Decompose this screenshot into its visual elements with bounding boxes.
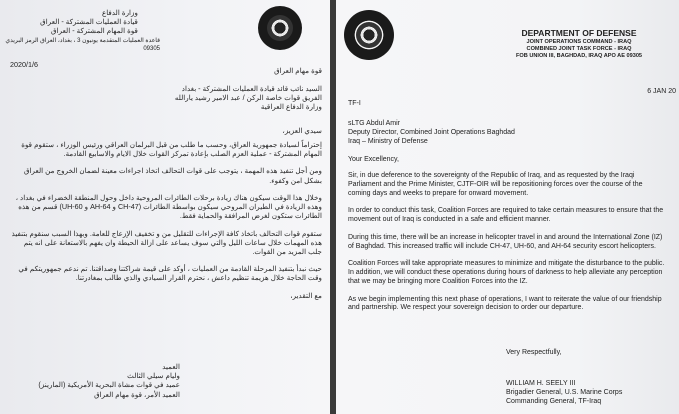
dod-seal-icon: [344, 10, 394, 60]
department-title: DEPARTMENT OF DEFENSE: [521, 28, 637, 38]
arabic-header-line: قيادة العمليات المشتركة - العراق: [40, 17, 138, 27]
arabic-signature-title: عميد في قوات مشاة البحرية الأمريكية (المارينز): [38, 380, 180, 390]
arabic-closing: مع التقدير،: [290, 290, 322, 300]
arabic-paragraph: إحتراماً لسيادة جمهورية العراق، وحسب ما طلب من قبل البرلمان العراقي ورئيس الوزراء ، ستقوم قوة المهام المشتركة - عملية العزم الصلب بإعادة تمركز القوات خلال الايام والاسابيع القادمة.: [21, 140, 322, 159]
english-closing: Very Respectfully,: [506, 349, 562, 356]
arabic-paragraph: ستقوم قوات التحالف باتخاذ كافة الإجراءات للتقليل من و تخفيف الإزعاج للعامة. وبهذا السبب سنقوم بتنفيذ هذه المهمات خلال ساعات الليل والتي سوف يساعد على ازالة الحيطة وان يفهم بالاستعانة على انه يتم جلب المزيد من القوات.: [11, 228, 322, 256]
arabic-header-address: قاعدة العمليات المتقدمة يونيون 3 ، بغداد، العراق الرمز البريدي 09305: [5, 38, 160, 52]
arabic-recipient-line: السيد نائب قائد قيادة العمليات المشتركة - بغداد: [181, 84, 322, 93]
arabic-paragraph: وخلال هذا الوقت سيكون هناك زيادة برحلات الطائرات المروحية داخل وحول المنطقة الخضراء في بغداد ، وهذه الزيادة في الطيران المروحي سيكون بواسطة الطائرات (CH-47 و AH-64 و UH-60) قسم من هذه الطائرات ستكون لغرض المرافقة والحماية فقط.: [15, 192, 322, 221]
arabic-signature-name: وليام سيلي الثالث: [127, 371, 180, 381]
english-paragraph: During this time, there will be an increase in helicopter travel in and around the International Zone (IZ) of Baghdad. This increased traffic will include CH-47, UH-60, and AH-64 security escort helicopters.: [348, 233, 663, 250]
office-code: TF-I: [348, 100, 361, 107]
english-letter-date: 6 JAN 20: [647, 88, 676, 95]
arabic-recipient-block: [42, 84, 322, 112]
english-salutation: Your Excellency,: [348, 156, 399, 163]
english-recipient-line: Deputy Director, Combined Joint Operations Baghdad: [348, 128, 515, 136]
english-recipient-line: Iraq – Ministry of Defense: [348, 137, 428, 145]
english-letterhead: [486, 28, 672, 60]
arabic-letter-page: [0, 0, 330, 414]
arabic-recipient-line: وزارة الدفاع العراقية: [260, 102, 322, 112]
english-recipient-block: [348, 120, 648, 146]
english-paragraph: Coalition Forces will take appropriate measures to minimize and mitigate the disturbance to the public. In addition, we will conduct these operations during hours of darkness to help alleviate any perception that we may be bringing more Coalition Forces into the IZ.: [348, 260, 665, 285]
english-signature-title: Brigadier General, U.S. Marine Corps: [506, 388, 623, 396]
english-paragraph: Sir, in due deference to the sovereignty of the Republic of Iraq, and as requested by the Iraqi Parliament and the Prime Minister, CJTF-OIR will be repositioning forces over the course of the coming days and weeks to prepare for onward movement.: [348, 172, 643, 197]
arabic-recipient-line: الفريق قوات خاصة الركن / عبد الامير رشيد يارالله: [174, 93, 322, 103]
english-paragraph: As we begin implementing this next phase of operations, I want to reiterate the value of our friendship and partnership. We respect your sovereign decision to order our departure.: [348, 295, 662, 312]
arabic-paragraph: حيث نبدأ بتنفيذ المرحلة القادمة من العمليات ، أوكد على قيمة شراكتنا وصداقتنا. تم ندعم جمهوريتكم في وقت الحاجة خلال هزيمة تنظيم داعش ، نحترم القرار السيادي والذي طالب بمغادرتنا.: [18, 264, 322, 283]
english-signature-name: WILLIAM H. SEELY III: [506, 380, 576, 387]
english-signature-block: [506, 380, 676, 406]
dod-seal-icon: [258, 6, 302, 50]
arabic-salutation: سيدي العزيز،: [282, 126, 322, 135]
arabic-letterhead: [8, 8, 138, 36]
arabic-header-line: وزارة الدفاع: [101, 8, 138, 17]
arabic-signature-rank: العميد: [162, 362, 180, 371]
english-header-line: COMBINED JOINT TASK FORCE - IRAQ: [526, 45, 632, 52]
english-paragraph: In order to conduct this task, Coalition Forces are required to take certain measures to ensure that the movement out of Iraq is conducted in a safe and efficient manner.: [348, 207, 664, 223]
arabic-signature-block: [10, 362, 180, 399]
english-signature-title: Commanding General, TF-Iraq: [506, 397, 602, 405]
arabic-header-line: قوة المهام المشتركة - العراق: [51, 26, 138, 36]
arabic-body: [10, 140, 322, 308]
arabic-unit-name: قوة مهام العراق: [274, 66, 322, 75]
english-recipient-line: sLTG Abdul Amir: [348, 120, 401, 127]
arabic-paragraph: ومن أجل تنفيذ هذه المهمة ، يتوجب على قوات التحالف اتخاذ اجراءات معينة لضمان الخروج من العراق بشكل امن وكفوء.: [23, 166, 322, 185]
arabic-letter-date: 2020/1/6: [10, 60, 38, 69]
english-header-line: FOB UNION III, BAGHDAD, IRAQ APO AE 09305: [515, 52, 643, 59]
english-letter-page: [336, 0, 679, 414]
arabic-signature-title: العميد الأمر، قوة مهام العراق: [94, 389, 180, 399]
english-header-line: JOINT OPERATIONS COMMAND - IRAQ: [526, 38, 632, 45]
english-body: [348, 172, 666, 322]
